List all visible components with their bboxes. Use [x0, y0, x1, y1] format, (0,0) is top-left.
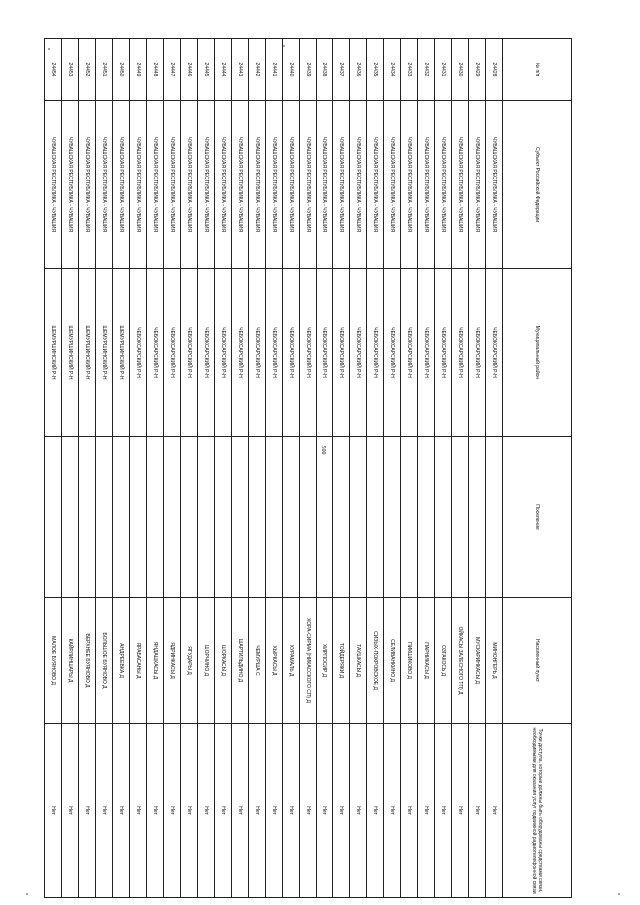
cell-locality: ШАРТИЛЬДИНО Д — [231, 598, 248, 724]
cell-locality: ОЗГАКОСЬ Д — [435, 598, 452, 724]
cell-access-point-note: Нет — [231, 724, 248, 898]
cell-district: ЧЕБОКСАРСКИЙ Р-Н — [197, 269, 214, 437]
cell-subject: ЧУВАШСКАЯ РЕСПУБЛИКА - ЧУВАШИЯ — [486, 101, 503, 269]
cell-district: ЧЕБОКСАРСКИЙ Р-Н — [469, 269, 486, 437]
cell-district: ШЕМУРШИНСКИЙ Р-Н — [113, 269, 130, 437]
cell-settlement — [282, 437, 299, 598]
cell-subject: ЧУВАШСКАЯ РЕСПУБЛИКА - ЧУВАШИЯ — [452, 101, 469, 269]
cell-district: ЧЕБОКСАРСКИЙ Р-Н — [282, 269, 299, 437]
table-row — [197, 39, 214, 898]
cell-settlement — [452, 437, 469, 598]
cell-subject: ЧУВАШСКАЯ РЕСПУБЛИКА - ЧУВАШИЯ — [113, 101, 130, 269]
table-row — [486, 39, 503, 898]
cell-locality: ВЕРХНЕЕ БУЯНОВО Д — [79, 598, 96, 724]
cell-subject: ЧУВАШСКАЯ РЕСПУБЛИКА - ЧУВАШИЯ — [401, 101, 418, 269]
cell-locality: ЯРАБАСАНЫ Д — [130, 598, 147, 724]
cell-district: ЧЕБОКСАРСКИЙ Р-Н — [180, 269, 197, 437]
cell-num: 24451 — [96, 39, 113, 101]
cell-settlement — [96, 437, 113, 598]
cell-access-point-note: Нет — [197, 724, 214, 898]
cell-settlement — [248, 437, 265, 598]
cell-num: 24441 — [265, 39, 282, 101]
table-row — [163, 39, 180, 898]
cell-num: 24452 — [79, 39, 96, 101]
cell-subject: ЧУВАШСКАЯ РЕСПУБЛИКА - ЧУВАШИЯ — [163, 101, 180, 269]
header-district: Муниципальный район — [503, 269, 572, 437]
cell-locality: МУСКАРИНКАСЫ Д — [469, 598, 486, 724]
cell-locality: БОЛЬШОЕ БУЯНОВО Д — [96, 598, 113, 724]
table-row — [130, 39, 147, 898]
cell-district: ЧЕБОКСАРСКИЙ Р-Н — [130, 269, 147, 437]
cell-subject: ЧУВАШСКАЯ РЕСПУБЛИКА - ЧУВАШИЯ — [96, 101, 113, 269]
cell-district: ЧЕБОКСАРСКИЙ Р-Н — [452, 269, 469, 437]
cell-settlement — [265, 437, 282, 598]
cell-settlement — [435, 437, 452, 598]
cell-subject: ЧУВАШСКАЯ РЕСПУБЛИКА - ЧУВАШИЯ — [146, 101, 163, 269]
cell-subject: ЧУВАШСКАЯ РЕСПУБЛИКА - ЧУВАШИЯ — [350, 101, 367, 269]
table-row — [62, 39, 79, 898]
cell-access-point-note: Нет — [163, 724, 180, 898]
cell-district: ЧЕБОКСАРСКИЙ Р-Н — [248, 269, 265, 437]
table-row — [367, 39, 384, 898]
table-row — [299, 39, 316, 898]
cell-district: ШЕМУРШИНСКИЙ Р-Н — [45, 269, 62, 437]
table-row — [45, 39, 62, 898]
cell-num: 24435 — [367, 39, 384, 101]
cell-access-point-note: Нет — [333, 724, 350, 898]
table-row — [350, 39, 367, 898]
cell-locality: ПИКШИКОВО Д — [401, 598, 418, 724]
cell-settlement — [316, 437, 333, 598]
cell-locality: ПАРНИКАСЫ Д — [418, 598, 435, 724]
cell-num: 24447 — [163, 39, 180, 101]
cell-subject: ЧУВАШСКАЯ РЕСПУБЛИКА - ЧУВАШИЯ — [214, 101, 231, 269]
cell-locality: КАЙРЛИНШАРЫ Д — [62, 598, 79, 724]
table-row — [435, 39, 452, 898]
cell-access-point-note: Нет — [45, 724, 62, 898]
cell-access-point-note: Нет — [180, 724, 197, 898]
cell-locality: ЧЕМУРША С — [248, 598, 265, 724]
cell-settlement — [45, 437, 62, 598]
cell-access-point-note: Нет — [452, 724, 469, 898]
cell-district: ШЕМУРШИНСКИЙ Р-Н — [62, 269, 79, 437]
cell-access-point-note: Нет — [316, 724, 333, 898]
cell-num: 24434 — [384, 39, 401, 101]
cell-access-point-note: Нет — [435, 724, 452, 898]
cell-district: ЧЕБОКСАРСКИЙ Р-Н — [146, 269, 163, 437]
table-row — [214, 39, 231, 898]
cell-settlement — [401, 437, 418, 598]
cell-num: 24436 — [350, 39, 367, 101]
cell-subject: ЧУВАШСКАЯ РЕСПУБЛИКА - ЧУВАШИЯ — [418, 101, 435, 269]
cell-num: 24429 — [469, 39, 486, 101]
cell-access-point-note: Нет — [248, 724, 265, 898]
cell-subject: ЧУВАШСКАЯ РЕСПУБЛИКА - ЧУВАШИЯ — [299, 101, 316, 269]
cell-district: ЧЕБОКСАРСКИЙ Р-Н — [384, 269, 401, 437]
cell-num: 24445 — [197, 39, 214, 101]
cell-settlement — [79, 437, 96, 598]
table-row — [282, 39, 299, 898]
cell-settlement — [367, 437, 384, 598]
cell-subject: ЧУВАШСКАЯ РЕСПУБЛИКА - ЧУВАШИЯ — [265, 101, 282, 269]
cell-locality: МАЛОЕ БУЯНОВО Д — [45, 598, 62, 724]
cell-num: 24450 — [113, 39, 130, 101]
table-row — [401, 39, 418, 898]
cell-locality: ОЙКАСЫ ЗАЛЕСНОГО ТП) Д — [452, 598, 469, 724]
table-row — [231, 39, 248, 898]
table-row — [248, 39, 265, 898]
cell-district: ЧЕБОКСАРСКИЙ Р-Н — [214, 269, 231, 437]
cell-locality: ШОРЧИНО Д — [197, 598, 214, 724]
cell-district: ЧЕБОКСАРСКИЙ Р-Н — [299, 269, 316, 437]
header-settlement: Поселение — [503, 437, 572, 598]
cell-locality: ХУРАМАЛЬ Д — [282, 598, 299, 724]
cell-num: 24438 — [316, 39, 333, 101]
cell-access-point-note: Нет — [384, 724, 401, 898]
table-row — [265, 39, 282, 898]
cell-settlement — [180, 437, 197, 598]
cell-subject: ЧУВАШСКАЯ РЕСПУБЛИКА - ЧУВАШИЯ — [316, 101, 333, 269]
cell-district: ШЕМУРШИНСКИЙ Р-Н — [96, 269, 113, 437]
cell-district: ЧЕБОКСАРСКИЙ Р-Н — [418, 269, 435, 437]
cell-num: 24448 — [146, 39, 163, 101]
cell-settlement — [418, 437, 435, 598]
cell-subject: ЧУВАШСКАЯ РЕСПУБЛИКА - ЧУВАШИЯ — [248, 101, 265, 269]
cell-subject: ЧУВАШСКАЯ РЕСПУБЛИКА - ЧУВАШИЯ — [45, 101, 62, 269]
table-row — [79, 39, 96, 898]
cell-num: 24453 — [62, 39, 79, 101]
cell-subject: ЧУВАШСКАЯ РЕСПУБЛИКА - ЧУВАШИЯ — [79, 101, 96, 269]
cell-settlement — [231, 437, 248, 598]
cell-settlement — [299, 437, 316, 598]
table-row — [316, 39, 333, 898]
cell-subject: ЧУВАШСКАЯ РЕСПУБЛИКА - ЧУВАШИЯ — [367, 101, 384, 269]
cell-settlement — [214, 437, 231, 598]
header-access-point-note: Точки доступа, которые должны быть оборудованы средствами связи, необходимыми для оказания услуг подвижной радиотелефонной связи — [503, 724, 572, 898]
cell-num: 24431 — [435, 39, 452, 101]
registry-table — [44, 38, 572, 898]
cell-access-point-note: Нет — [486, 724, 503, 898]
cell-settlement — [197, 437, 214, 598]
table-row — [384, 39, 401, 898]
cell-locality: ШОРКАСЫ Д — [214, 598, 231, 724]
cell-settlement — [163, 437, 180, 598]
cell-access-point-note: Нет — [401, 724, 418, 898]
cell-num: 24432 — [418, 39, 435, 101]
cell-subject: ЧУВАШСКАЯ РЕСПУБЛИКА - ЧУВАШИЯ — [282, 101, 299, 269]
cell-district: ЧЕБОКСАРСКИЙ Р-Н — [367, 269, 384, 437]
page-number: 500 — [320, 445, 326, 455]
cell-district: ЧЕБОКСАРСКИЙ Р-Н — [163, 269, 180, 437]
cell-num: 24443 — [231, 39, 248, 101]
cell-district: ШЕМУРШИНСКИЙ Р-Н — [79, 269, 96, 437]
cell-access-point-note: Нет — [62, 724, 79, 898]
cell-settlement — [146, 437, 163, 598]
cell-locality: ЯДРИНКАСЫ Д — [163, 598, 180, 724]
table-row — [469, 39, 486, 898]
cell-access-point-note: Нет — [265, 724, 282, 898]
cell-subject: ЧУВАШСКАЯ РЕСПУБЛИКА - ЧУВАШИЯ — [384, 101, 401, 269]
cell-locality: МИНОНГЕРЬ Д — [486, 598, 503, 724]
registry-table-frame — [44, 38, 572, 898]
cell-district: ЧЕБОКСАРСКИЙ Р-Н — [435, 269, 452, 437]
table-row — [96, 39, 113, 898]
cell-settlement — [130, 437, 147, 598]
cell-num: 24437 — [333, 39, 350, 101]
cell-settlement — [384, 437, 401, 598]
header-locality: Населенный пункт — [503, 598, 572, 724]
table-header-row — [503, 39, 572, 898]
cell-locality: ТОЙДЕРЯКИ Д — [333, 598, 350, 724]
scan-speck — [26, 893, 28, 895]
cell-district: ЧЕБОКСАРСКИЙ Р-Н — [401, 269, 418, 437]
cell-locality: СИЗЫХ-ПОКРОВСКОЕ Д — [367, 598, 384, 724]
cell-settlement — [350, 437, 367, 598]
cell-subject: ЧУВАШСКАЯ РЕСПУБЛИКА - ЧУВАШИЯ — [435, 101, 452, 269]
cell-subject: ЧУВАШСКАЯ РЕСПУБЛИКА - ЧУВАШИЯ — [333, 101, 350, 269]
cell-access-point-note: Нет — [469, 724, 486, 898]
cell-access-point-note: Нет — [299, 724, 316, 898]
cell-num: 24428 — [486, 39, 503, 101]
cell-locality: ХОРА-СИРМА (НИКАССКОГО СП) Д — [299, 598, 316, 724]
cell-locality: ЯНДАШКАСЫ Д — [146, 598, 163, 724]
cell-access-point-note: Нет — [146, 724, 163, 898]
cell-access-point-note: Нет — [214, 724, 231, 898]
cell-district: ЧЕБОКСАРСКИЙ Р-Н — [231, 269, 248, 437]
table-row — [146, 39, 163, 898]
cell-num: 24446 — [180, 39, 197, 101]
cell-num: 24439 — [299, 39, 316, 101]
cell-subject: ЧУВАШСКАЯ РЕСПУБЛИКА - ЧУВАШИЯ — [62, 101, 79, 269]
cell-district: ЧЕБОКСАРСКИЙ Р-Н — [265, 269, 282, 437]
table-row — [333, 39, 350, 898]
cell-num: 24442 — [248, 39, 265, 101]
scan-speck — [618, 893, 620, 895]
cell-access-point-note: Нет — [113, 724, 130, 898]
cell-district: ЧЕБОКСАРСКИЙ Р-Н — [316, 269, 333, 437]
cell-num: 24449 — [130, 39, 147, 101]
cell-access-point-note: Нет — [282, 724, 299, 898]
cell-subject: ЧУВАШСКАЯ РЕСПУБЛИКА - ЧУВАШИЯ — [231, 101, 248, 269]
cell-locality: ЯГУДАРЫ Д — [180, 598, 197, 724]
cell-num: 24444 — [214, 39, 231, 101]
cell-locality: СЕЛИВАНКИНО Д — [384, 598, 401, 724]
cell-locality: АНДРЕЕВКА Д — [113, 598, 130, 724]
header-subject: Субъект Российской Федерации — [503, 101, 572, 269]
cell-settlement — [486, 437, 503, 598]
table-row — [113, 39, 130, 898]
cell-locality: ХЫРКАСЫ Д — [265, 598, 282, 724]
cell-district: ЧЕБОКСАРСКИЙ Р-Н — [486, 269, 503, 437]
table-row — [180, 39, 197, 898]
cell-num: 24433 — [401, 39, 418, 101]
cell-access-point-note: Нет — [130, 724, 147, 898]
cell-settlement — [113, 437, 130, 598]
cell-num: 24430 — [452, 39, 469, 101]
cell-subject: ЧУВАШСКАЯ РЕСПУБЛИКА - ЧУВАШИЯ — [469, 101, 486, 269]
cell-access-point-note: Нет — [350, 724, 367, 898]
cell-access-point-note: Нет — [367, 724, 384, 898]
header-num: № п/п — [503, 39, 572, 101]
cell-subject: ЧУВАШСКАЯ РЕСПУБЛИКА - ЧУВАШИЯ — [197, 101, 214, 269]
cell-num: 24454 — [45, 39, 62, 101]
cell-settlement — [469, 437, 486, 598]
cell-locality: ТАУШКАСЫ Д — [350, 598, 367, 724]
cell-subject: ЧУВАШСКАЯ РЕСПУБЛИКА - ЧУВАШИЯ — [130, 101, 147, 269]
cell-locality: ХИРПОСИР Д — [316, 598, 333, 724]
cell-settlement — [62, 437, 79, 598]
cell-district: ЧЕБОКСАРСКИЙ Р-Н — [333, 269, 350, 437]
cell-settlement — [333, 437, 350, 598]
cell-subject: ЧУВАШСКАЯ РЕСПУБЛИКА - ЧУВАШИЯ — [180, 101, 197, 269]
table-row — [418, 39, 435, 898]
cell-access-point-note: Нет — [79, 724, 96, 898]
cell-district: ЧЕБОКСАРСКИЙ Р-Н — [350, 269, 367, 437]
cell-access-point-note: Нет — [96, 724, 113, 898]
table-row — [452, 39, 469, 898]
table-body — [45, 39, 503, 898]
cell-num: 24440 — [282, 39, 299, 101]
cell-access-point-note: Нет — [418, 724, 435, 898]
